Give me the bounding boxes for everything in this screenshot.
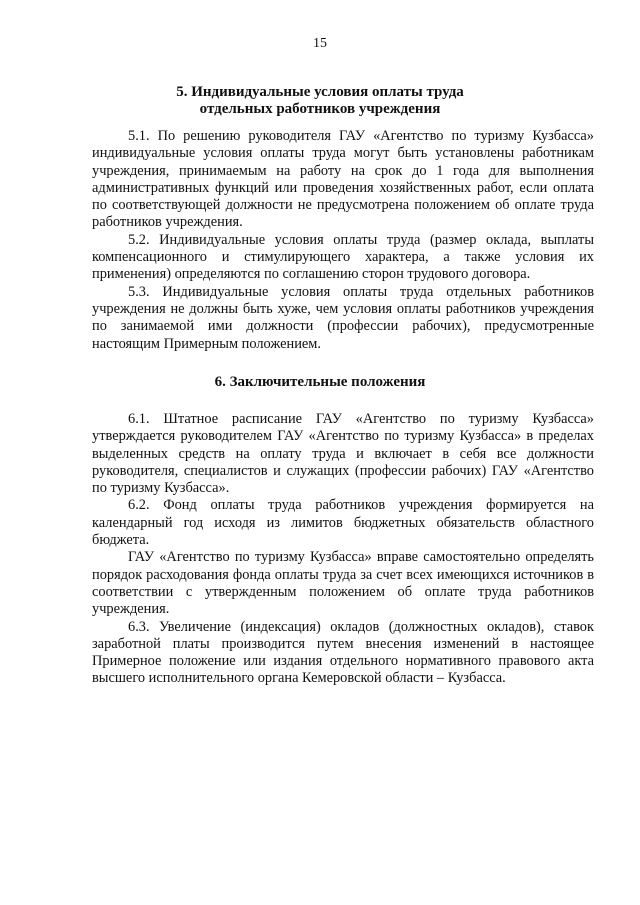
section-6-title: 6. Заключительные положения xyxy=(214,374,426,390)
paragraph-5-2: 5.2. Индивидуальные условия оплаты труда (размер оклада, выплаты компенсационного и стимулирующего характера, а также условия их применения) определяются по соглашению сторон трудового договора. xyxy=(92,231,594,283)
paragraph-6-1: 6.1. Штатное расписание ГАУ «Агентство по туризму Кузбасса» утверждается руководителем ГАУ «Агентство по туризму Кузбасса» в пределах выделенных средств на оплату труда и включает в себя все должности руководителя, специалистов и служащих (профессии рабочих) ГАУ «Агентство по туризму Кузбасса». xyxy=(92,411,594,497)
section-6-heading xyxy=(0,374,640,391)
paragraph-5-1: 5.1. По решению руководителя ГАУ «Агентство по туризму Кузбасса» индивидуальные условия оплаты труда могут быть установлены работникам учреждения, принимаемым на работу на срок до 1 года для выполнения административных функций или проведения хозяйственных работ, если оплата по соответствующей должности не предусмотрена положением об оплате труда работников учреждения. xyxy=(92,128,594,231)
section-6-body xyxy=(92,411,594,688)
section-5-body xyxy=(92,128,594,353)
paragraph-6-2: 6.2. Фонд оплаты труда работников учреждения формируется на календарный год исходя из лимитов бюджетных обязательств областного бюджета. xyxy=(92,497,594,549)
section-5-heading xyxy=(0,84,640,118)
section-5-title-line-1: 5. Индивидуальные условия оплаты труда xyxy=(176,84,464,100)
paragraph-6-2-continued: ГАУ «Агентство по туризму Кузбасса» вправе самостоятельно определять порядок расходования фонда оплаты труда за счет всех имеющихся источников в соответствии с утвержденным положением об оплате труда работников учреждения. xyxy=(92,549,594,618)
section-5-title-line-2: отдельных работников учреждения xyxy=(199,101,441,117)
page-number: 15 xyxy=(313,36,327,51)
paragraph-6-3: 6.3. Увеличение (индексация) окладов (должностных окладов), ставок заработной платы производится путем внесения изменений в настоящее Примерное положение или издания отдельного нормативного правового акта высшего исполнительного органа Кемеровской области – Кузбасса. xyxy=(92,618,594,687)
paragraph-5-3: 5.3. Индивидуальные условия оплаты труда отдельных работников учреждения не должны быть хуже, чем условия оплаты работников учреждения по занимаемой ими должности (профессии рабочих), предусмотренные настоящим Примерным положением. xyxy=(92,283,594,352)
